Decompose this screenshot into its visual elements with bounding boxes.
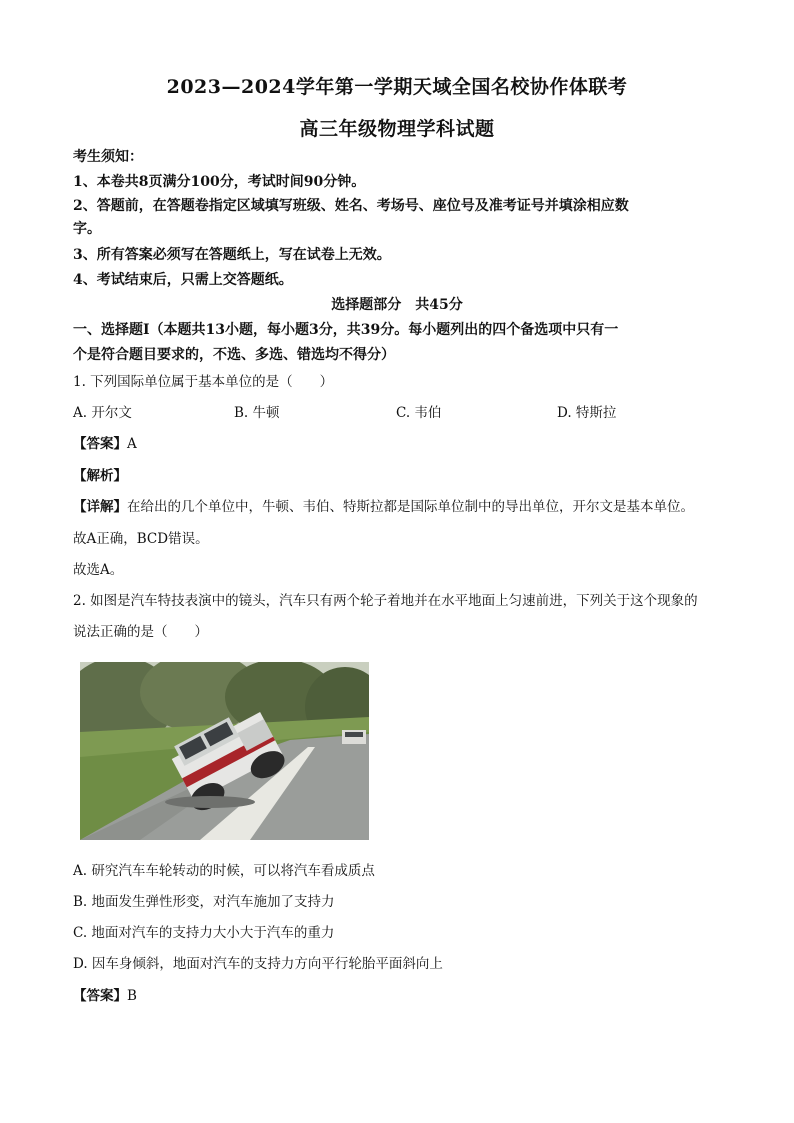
- answer-value: B: [127, 988, 137, 1004]
- option-a: A. 研究汽车车轮转动的时候，可以将汽车看成质点: [73, 863, 375, 879]
- exam-subtitle: 高三年级物理学科试题: [299, 118, 495, 140]
- section-instruction: 个是符合题目要求的，不选、多选、错选均不得分）: [73, 347, 395, 363]
- notice-item: 字。: [73, 221, 101, 237]
- section-instruction: 一、选择题Ⅰ（本题共13小题，每小题3分，共39分。每小题列出的四个备选项中只有一: [73, 322, 619, 338]
- analysis-line: [73, 466, 723, 486]
- section-heading: 选择题部分 共45分: [331, 297, 463, 313]
- option-d: D. 因车身倾斜，地面对汽车的支持力方向平行轮胎平面斜向上: [73, 956, 443, 972]
- option-c: C. 韦伯: [396, 405, 442, 421]
- notice-item: 2、答题前，在答题卷指定区域填写班级、姓名、考场号、座位号及准考证号并填涂相应数: [73, 198, 629, 214]
- answer-line: [73, 986, 723, 1006]
- detail-tag: 【详解】: [73, 499, 127, 515]
- answer-tag: 【答案】: [73, 436, 127, 452]
- conclusion-line: 故A正确，BCD错误。: [73, 531, 209, 547]
- answer-line: [73, 434, 723, 454]
- option-c: C. 地面对汽车的支持力大小大于汽车的重力: [73, 925, 335, 941]
- option-b: B. 牛顿: [234, 405, 280, 421]
- notice-item: 3、所有答案必须写在答题纸上，写在试卷上无效。: [73, 247, 391, 263]
- exam-title: 2023—2024学年第一学期天域全国名校协作体联考: [166, 76, 628, 98]
- option-a: A. 开尔文: [73, 405, 132, 421]
- detail-text: 在给出的几个单位中，牛顿、韦伯、特斯拉都是国际单位制中的导出单位，开尔文是基本单位。: [127, 499, 694, 515]
- notice-item: 1、本卷共8页满分100分，考试时间90分钟。: [73, 174, 366, 190]
- answer-tag: 【答案】: [73, 988, 127, 1004]
- notice-item: 4、考试结束后，只需上交答题纸。: [73, 272, 293, 288]
- notice-heading: 考生须知：: [73, 149, 143, 165]
- question-stem: 1. 下列国际单位属于基本单位的是（ ）: [73, 374, 334, 390]
- option-d: D. 特斯拉: [557, 405, 617, 421]
- stunt-car-photo: [80, 662, 369, 840]
- analysis-tag: 【解析】: [73, 468, 127, 484]
- detail-line: [73, 497, 723, 517]
- question-stem: 说法正确的是（ ）: [73, 624, 208, 640]
- choice-line: 故选A。: [73, 562, 124, 578]
- option-b: B. 地面发生弹性形变，对汽车施加了支持力: [73, 894, 335, 910]
- answer-value: A: [127, 436, 137, 452]
- question-stem: 2. 如图是汽车特技表演中的镜头，汽车只有两个轮子着地并在水平地面上匀速前进，下列关于这个现象的: [73, 593, 698, 609]
